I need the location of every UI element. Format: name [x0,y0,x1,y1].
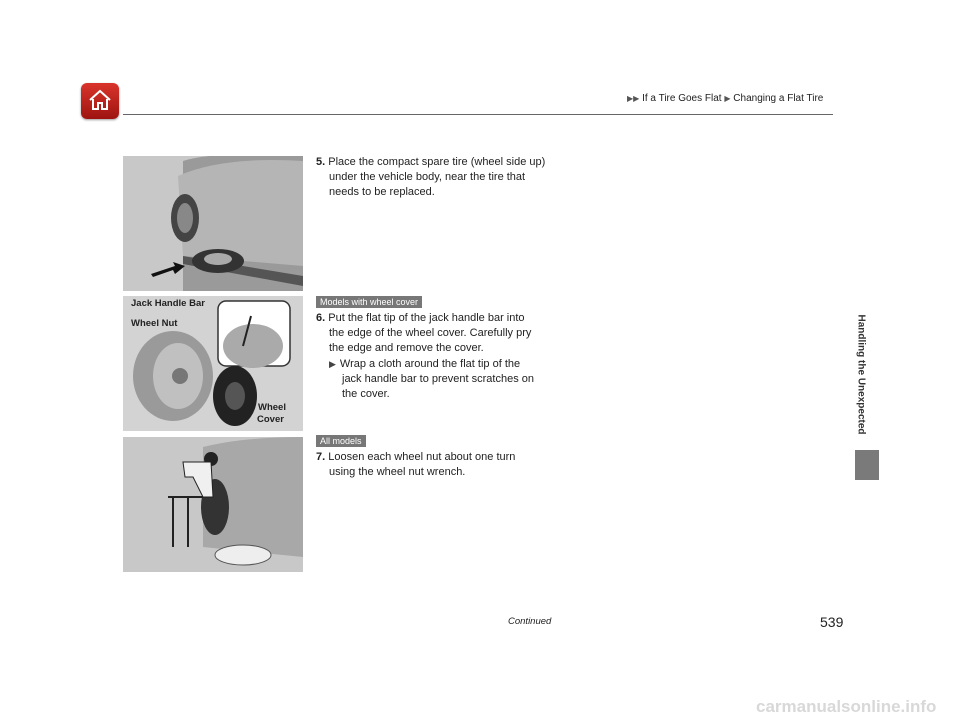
breadcrumb [627,93,823,104]
section-tab-label: Handling the Unexpected [855,314,867,435]
callout-wheel-nut: Wheel Nut [131,318,178,329]
callout-wheel-cover-2: Cover [257,414,284,425]
step-5: 5. Place the compact spare tire (wheel side up) under the vehicle body, near the tire that needs to be replaced. [316,156,546,198]
continued-label: Continued [508,616,552,627]
note-arrow-icon: ▶ [329,359,336,369]
step-6: 6. Put the flat tip of the jack handle bar into the edge of the wheel cover. Carefully pry the edge and remove the cover. [316,312,532,354]
chevron-right-icon: ▶ [724,94,731,103]
callout-wheel-cover-1: Wheel [258,402,286,413]
loosen-wheel-nuts-illustration [123,437,303,572]
chevron-right-icon: ▶▶ [627,94,640,103]
home-icon [88,89,112,111]
section-marker [855,450,879,480]
spare-tire-illustration [123,156,303,291]
breadcrumb-parent[interactable]: If a Tire Goes Flat [642,93,722,104]
step-6-note: ▶ Wrap a cloth around the flat tip of the jack handle bar to prevent scratches on the cover. [329,358,535,400]
model-tag-all: All models [316,435,366,447]
breadcrumb-current: Changing a Flat Tire [733,93,824,104]
home-button[interactable] [81,83,119,119]
header-divider [123,114,833,115]
section-tab[interactable] [856,299,866,449]
watermark: carmanualsonline.info [756,697,937,716]
page-number: 539 [820,614,844,630]
callout-jack-handle-bar: Jack Handle Bar [131,298,205,309]
step-7: 7. Loosen each wheel nut about one turn using the wheel nut wrench. [316,451,516,478]
model-tag-wheel-cover: Models with wheel cover [316,296,422,308]
